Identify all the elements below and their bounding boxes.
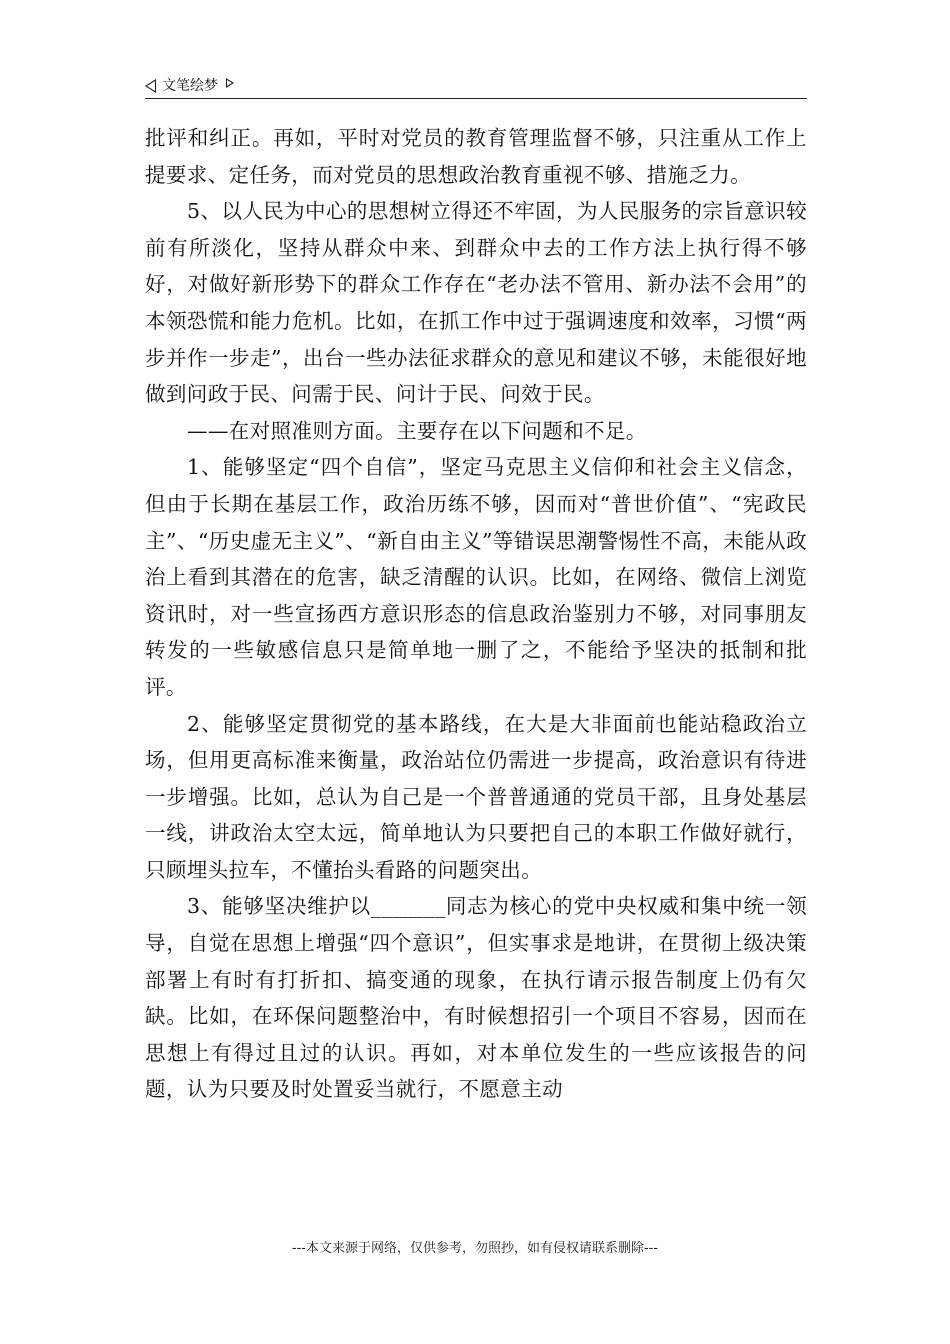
left-triangle-icon xyxy=(145,79,156,93)
page-header xyxy=(145,74,807,99)
right-triangle-icon xyxy=(226,78,234,88)
paragraph-continuation: 批评和纠正。再如，平时对党员的教育管理监督不够，只注重从工作上提要求、定任务，而对党员的思想政治教育重视不够、措施乏力。 xyxy=(145,126,807,187)
paragraph-item-3: 3、能够坚决维护以_______同志为核心的党中央权威和集中统一领导，自觉在思想上增强“四个意识”，但实事求是地讲，在贯彻上级决策部署上有时有打折扣、搞变通的现象，在执行请示报告制度上仍有欠缺。比如，在环保问题整治中，有时候想招引一个项目不容易，因而在思想上有得过且过的认识。再如，对本单位发生的一些应该报告的问题，认为只要及时处置妥当就行，不愿意主动 xyxy=(145,894,807,1102)
section-heading: ——在对照准则方面。主要存在以下问题和不足。 xyxy=(187,418,647,443)
document-body xyxy=(145,120,807,1108)
page-footer: ---本文来源于网络，仅供参考，勿照抄，如有侵权请联系删除--- xyxy=(291,1241,659,1256)
paragraph-item-1: 1、能够坚定“四个自信”，坚定马克思主义信仰和社会主义信念，但由于长期在基层工作，政治历练不够，因而对“普世价值”、“宪政民主”、“历史虚无主义”、“新自由主义”等错误思潮警惕性不高，未能从政治上看到其潜在的危害，缺乏清醒的认识。比如，在网络、微信上浏览资讯时，对一些宣扬西方意识形态的信息政治鉴别力不够，对同事朋友转发的一些敏感信息只是简单地一删了之，不能给予坚决的抵制和批评。 xyxy=(145,455,807,699)
paragraph-item-5: 5、以人民为中心的思想树立得还不牢固，为人民服务的宗旨意识较前有所淡化，坚持从群众中来、到群众中去的工作方法上执行得不够好，对做好新形势下的群众工作存在“老办法不管用、新办法不会用”的本领恐慌和能力危机。比如，在抓工作中过于强调速度和效率，习惯“两步并作一步走”，出台一些办法征求群众的意见和建议不够，未能很好地做到问政于民、问需于民、问计于民、问效于民。 xyxy=(145,199,807,407)
header-title: 文笔绘梦 xyxy=(162,78,218,94)
paragraph-item-2: 2、能够坚定贯彻党的基本路线，在大是大非面前也能站稳政治立场，但用更高标准来衡量，政治站位仍需进一步提高，政治意识有待进一步增强。比如，总认为自己是一个普普通通的党员干部，且身处基层一线，讲政治太空太远，简单地认为只要把自己的本职工作做好就行，只顾埋头拉车，不懂抬头看路的问题突出。 xyxy=(145,711,807,882)
